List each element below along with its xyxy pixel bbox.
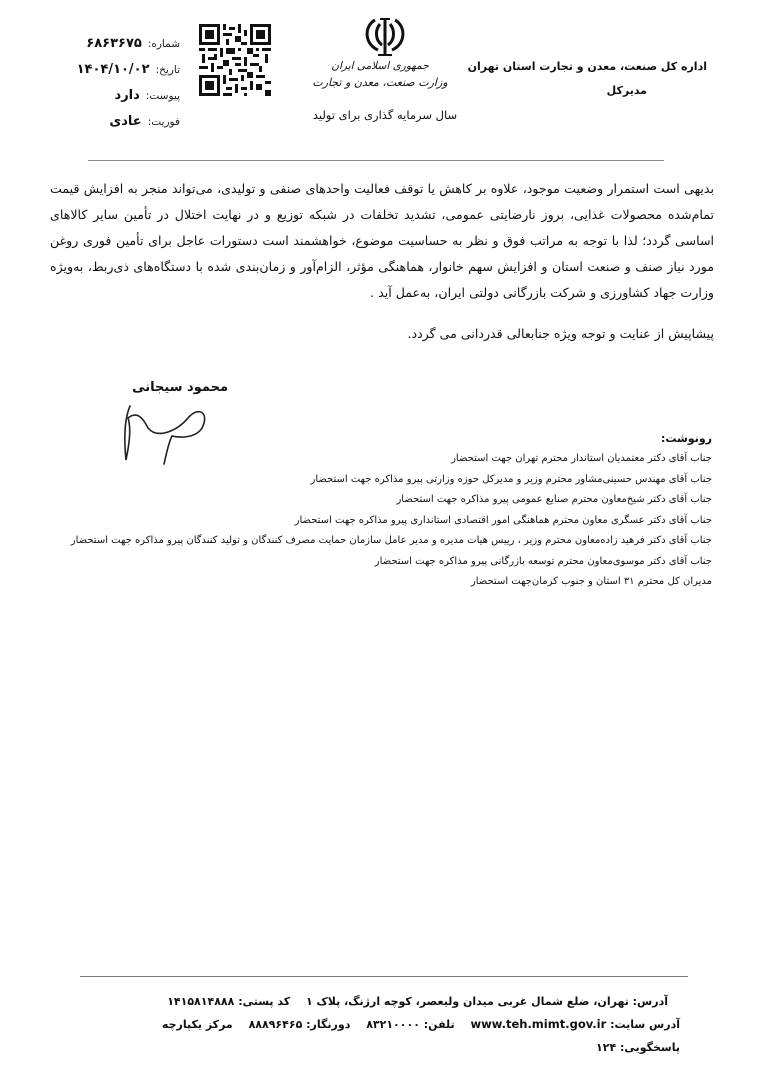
meta-priority-label: فوریت: <box>147 116 180 128</box>
header-divider <box>88 160 664 161</box>
cc-item: جناب آقای دکتر معتمدیان استاندار محترم تهران جهت استحضار <box>451 453 712 464</box>
iran-emblem-icon <box>350 12 420 60</box>
footer-callcenter-label: مرکز یکپارچه پاسخگویی: <box>161 1018 680 1054</box>
footer-phone-label: تلفن: <box>423 1018 455 1031</box>
cc-item: جناب آقای دکتر شیخ‌معاون محترم صنایع عمومی پیرو مذاکره جهت استحضار <box>396 494 712 505</box>
meta-number-value: ۶۸۶۳۶۷۵ <box>86 36 142 51</box>
footer-address-line <box>100 990 680 1013</box>
cc-title: رونوشت: <box>660 432 712 445</box>
qr-code-icon <box>199 24 271 96</box>
cc-list <box>70 432 712 593</box>
meta-attachment-label: پیوست: <box>145 90 180 102</box>
ministry-name: وزارت صنعت، معدن و تجارت <box>312 76 448 89</box>
meta-date-label: تاریخ: <box>155 64 180 76</box>
government-name: جمهوری اسلامی ایران <box>331 60 429 72</box>
cc-item: جناب آقای مهندس حسینی‌مشاور محترم وزیر و مدیرکل حوزه وزارتی پیرو مذاکره جهت استحضار <box>310 473 712 485</box>
cc-item: جناب آقای دکتر فرهید زاده‌معاون محترم وزیر ، رییس هیات مدیره و مدیر عامل سازمان حمایت مصرف کنندگان و تولید کنندگان پیرو مذاکره جهت استحضار <box>70 535 712 546</box>
cc-item: جناب آقای دکتر عسگری معاون محترم هماهنگی امور اقتصادی استانداری پیرو مذاکره جهت استحضار <box>294 514 712 526</box>
meta-priority <box>50 114 180 140</box>
letter-body-paragraph: بدیهی است استمرار وضعیت موجود، علاوه بر کاهش یا توقف فعالیت واحدهای صنفی و تولیدی، می‌تواند منجر به افزایش قیمت تمام‌شده محصولات غذایی، بروز نارضایتی عمومی، تشدید تخلفات در شبکه توزیع و در نهایت اختلال در تأمین سایر کالاهای اساسی گردد؛ لذا با توجه به مراتب فوق و نظر به حساسیت موضوع، خواهشمند است دستورات عاجل برای تأمین فوری روغن مورد نیاز صنف و صنعت استان و افزایش سهم خانوار، هماهنگی مؤثر، الزام‌آور و زمان‌بندی شده با دستگاه‌های ذی‌ربط، به‌ویژه وزارت جهاد کشاورزی و شرکت بازرگانی دولتی ایران، به‌عمل آید . <box>50 181 714 300</box>
footer-callcenter: ۱۲۴ <box>596 1041 617 1054</box>
meta-priority-value: عادی <box>109 114 142 129</box>
footer-postal-code: ۱۴۱۵۸۱۴۸۸۸ <box>167 995 235 1008</box>
meta-date <box>50 62 180 88</box>
signer-name: محمود سیجانی <box>132 380 228 395</box>
meta-attachment-value: دارد <box>114 88 140 103</box>
footer-fax: ۸۸۸۹۶۴۶۵ <box>248 1018 303 1031</box>
meta-number-label: شماره: <box>147 38 180 50</box>
letter-closing: پیشاپیش از عنایت و توجه ویژه جنابعالی قدردانی می گردد. <box>407 326 714 341</box>
meta-attachment <box>50 88 180 114</box>
letter-footer <box>100 990 680 1059</box>
cc-item: مدیران کل محترم ۳۱ استان و جنوب کرمان‌جهت استحضار <box>470 576 712 587</box>
footer-divider <box>80 976 688 977</box>
footer-contact-line <box>100 1013 680 1059</box>
meta-number <box>50 36 180 62</box>
organization-title: اداره کل صنعت، معدن و تجارت استان تهران <box>467 60 707 73</box>
footer-address: آدرس: تهران، ضلع شمال غربی میدان ولیعصر، کوچه ارژنگ، پلاک ۱ <box>305 995 668 1008</box>
cc-item: جناب آقای دکتر موسوی‌معاون محترم توسعه بازرگانی پیرو مذاکره جهت استحضار <box>374 555 712 567</box>
meta-date-value: ۱۴۰۴/۱۰/۰۲ <box>76 62 150 77</box>
footer-website-link[interactable]: www.teh.mimt.gov.ir <box>470 1017 607 1031</box>
footer-fax-label: دورنگار: <box>306 1018 351 1031</box>
year-slogan: سال سرمایه گذاری برای تولید <box>312 108 458 122</box>
sender-organization <box>457 55 707 103</box>
letter-meta <box>50 36 180 140</box>
organization-role: مدیرکل <box>606 84 647 97</box>
footer-postal-label: کد پستی: <box>238 995 291 1008</box>
footer-phone: ۸۳۲۱۰۰۰۰ <box>366 1018 420 1031</box>
footer-website-label: آدرس سایت: <box>610 1018 680 1031</box>
